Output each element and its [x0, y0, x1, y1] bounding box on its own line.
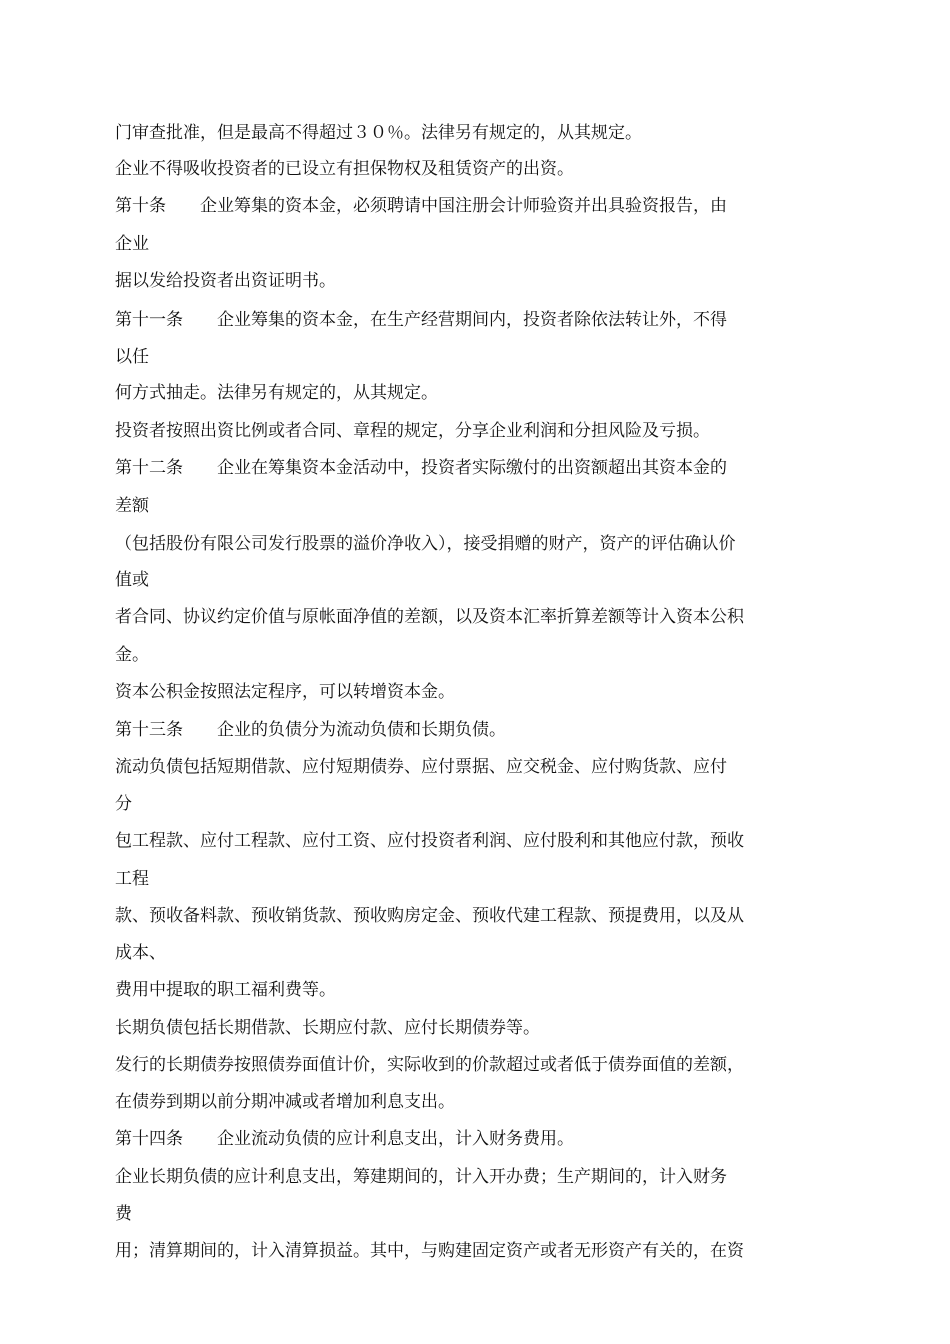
text-line: 企业: [115, 234, 149, 254]
text-line: 金。: [115, 645, 149, 665]
text-line: 第十四条 企业流动负债的应计利息支出，计入财务费用。: [115, 1129, 574, 1149]
text-line: 发行的长期债券按照债券面值计价，实际收到的价款超过或者低于债券面值的差额，: [115, 1055, 744, 1075]
text-line: 流动负债包括短期借款、应付短期债券、应付票据、应交税金、应付购货款、应付: [115, 757, 727, 777]
text-line: 以任: [115, 347, 149, 367]
text-line: 企业不得吸收投资者的已设立有担保物权及租赁资产的出资。: [115, 159, 574, 179]
text-line: 款、预收备料款、预收销货款、预收购房定金、预收代建工程款、预提费用，以及从: [115, 906, 744, 926]
text-line: 值或: [115, 570, 149, 590]
text-line: 第十一条 企业筹集的资本金，在生产经营期间内，投资者除依法转让外，不得: [115, 310, 727, 330]
text-line: 第十二条 企业在筹集资本金活动中，投资者实际缴付的出资额超出其资本金的: [115, 458, 727, 478]
text-line: 工程: [115, 869, 149, 889]
text-line: 成本、: [115, 943, 166, 963]
text-line: 在债券到期以前分期冲减或者增加利息支出。: [115, 1092, 455, 1112]
text-line: 企业长期负债的应计利息支出，筹建期间的，计入开办费；生产期间的，计入财务: [115, 1167, 727, 1187]
text-line: 第十三条 企业的负债分为流动负债和长期负债。: [115, 720, 506, 740]
text-line: 费: [115, 1204, 132, 1224]
text-line: 长期负债包括长期借款、长期应付款、应付长期债券等。: [115, 1018, 540, 1038]
text-line: 差额: [115, 496, 149, 516]
text-line: 投资者按照出资比例或者合同、章程的规定，分享企业利润和分担风险及亏损。: [115, 421, 710, 441]
text-line: 用；清算期间的，计入清算损益。其中，与购建固定资产或者无形资产有关的，在资: [115, 1241, 744, 1261]
text-line: 据以发给投资者出资证明书。: [115, 271, 336, 291]
text-line: 第十条 企业筹集的资本金，必须聘请中国注册会计师验资并出具验资报告，由: [115, 196, 727, 216]
text-line: 门审查批准，但是最高不得超过３０％。法律另有规定的，从其规定。: [115, 123, 642, 143]
text-line: 费用中提取的职工福利费等。: [115, 980, 336, 1000]
text-line: 者合同、协议约定价值与原帐面净值的差额，以及资本汇率折算差额等计入资本公积: [115, 607, 744, 627]
text-line: 何方式抽走。法律另有规定的，从其规定。: [115, 383, 438, 403]
text-line: （包括股份有限公司发行股票的溢价净收入），接受捐赠的财产，资产的评估确认价: [115, 534, 736, 554]
text-line: 资本公积金按照法定程序，可以转增资本金。: [115, 682, 455, 702]
text-line: 分: [115, 794, 132, 814]
text-line: 包工程款、应付工程款、应付工资、应付投资者利润、应付股利和其他应付款，预收: [115, 831, 744, 851]
